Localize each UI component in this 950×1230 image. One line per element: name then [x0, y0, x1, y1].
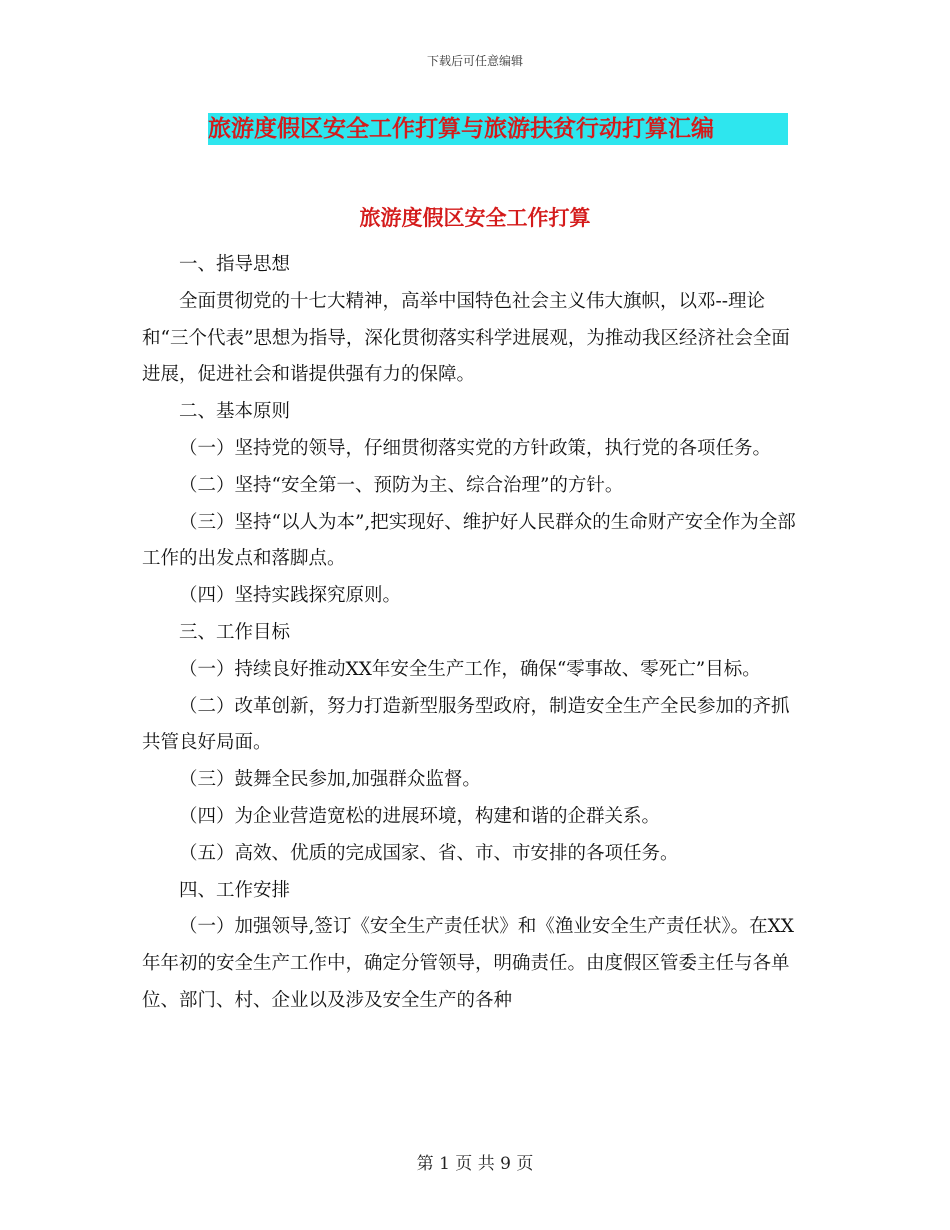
paragraph: （四）为企业营造宽松的进展环境，构建和谐的企群关系。: [179, 805, 661, 827]
paragraph: （一）坚持党的领导，仔细贯彻落实党的方针政策，执行党的各项任务。: [179, 437, 772, 459]
paragraph: 三、工作目标: [179, 621, 291, 643]
paragraph: （二）坚持“安全第一、预防为主、综合治理”的方针。: [179, 474, 624, 496]
header-note: 下载后可任意编辑: [426, 54, 523, 68]
section-title: 旅游度假区安全工作打算: [359, 205, 591, 230]
paragraph: （二）改革创新，努力打造新型服务型政府，制造安全生产全民参加的齐抓共管良好局面。: [142, 695, 790, 754]
paragraph: （四）坚持实践探究原则。: [179, 585, 402, 607]
paragraph: （一）加强领导,签订《安全生产责任状》和《渔业安全生产责任状》。在XX年年初的安全生产工作中，确定分管领导，明确责任。由度假区管委主任与各单位、部门、村、企业以及涉及安全生产的各种: [142, 916, 794, 1011]
page-footer: 第 1 页 共 9 页: [416, 1154, 534, 1174]
paragraph: 全面贯彻党的十七大精神，高举中国特色社会主义伟大旗帜，以邓--理论和“三个代表”思想为指导，深化贯彻落实科学进展观，为推动我区经济社会全面进展，促进社会和谐提供强有力的保障。: [142, 290, 790, 386]
paragraph: 二、基本原则: [179, 401, 291, 423]
paragraph: （三）鼓舞全民参加,加强群众监督。: [179, 769, 481, 791]
paragraph: （三）坚持“以人为本”,把实现好、维护好人民群众的生命财产安全作为全部工作的出发点和落脚点。: [142, 511, 796, 570]
paragraph: （一）持续良好推动XX年安全生产工作，确保“零事故、零死亡”目标。: [179, 658, 761, 680]
document-title: 旅游度假区安全工作打算与旅游扶贫行动打算汇编: [208, 113, 788, 145]
paragraph: 一、指导思想: [179, 254, 291, 275]
paragraph: 四、工作安排: [179, 879, 291, 901]
paragraph: （五）高效、优质的完成国家、省、市、市安排的各项任务。: [179, 842, 679, 864]
document-body: [142, 247, 802, 1020]
